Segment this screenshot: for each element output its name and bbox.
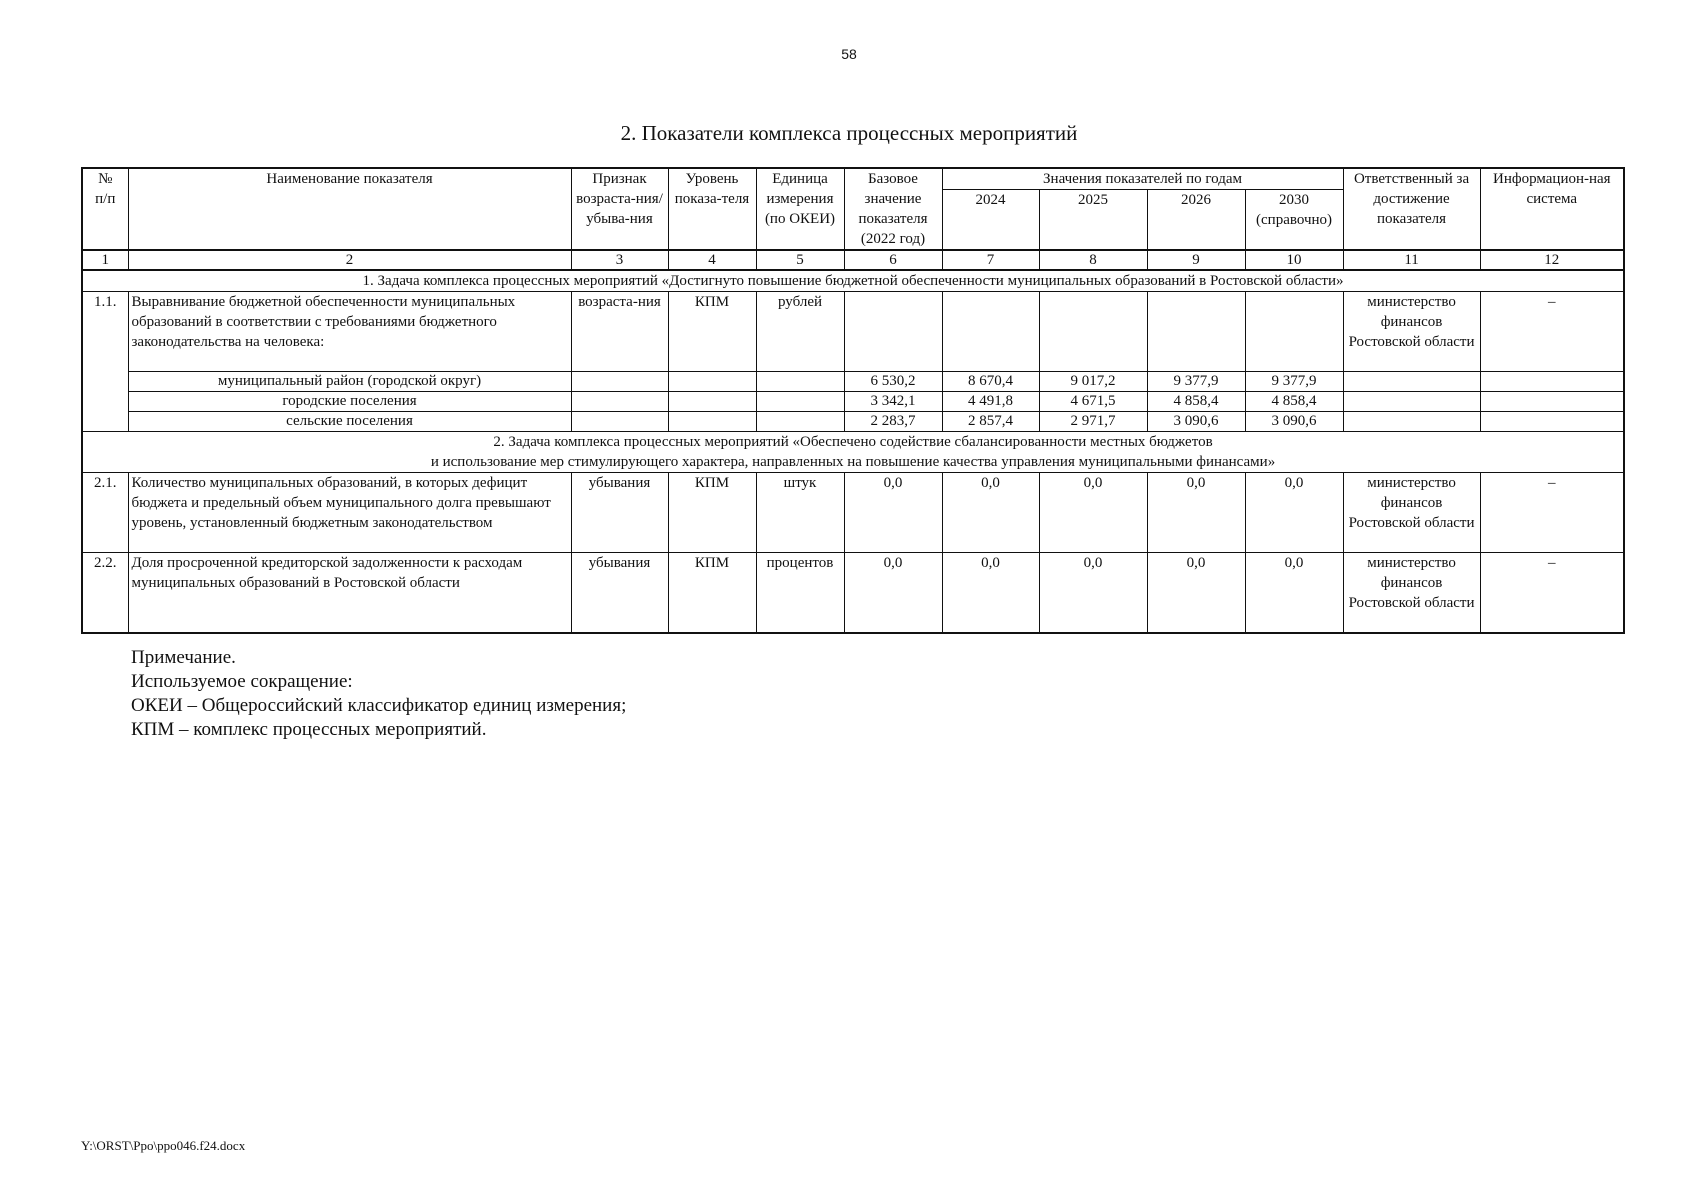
header-num: № п/п xyxy=(82,168,128,250)
value-2025: 0,0 xyxy=(1039,553,1147,634)
notes xyxy=(131,646,626,742)
empty-cell xyxy=(571,372,668,392)
task2-title-line: и использование мер стимулирующего характера, направленных на повышение качества управления муниципальными финансами» xyxy=(430,454,1276,470)
indicator-name: Выравнивание бюджетной обеспеченности муниципальных образований в соответствии с требованиями бюджетного законодательства на человека: xyxy=(128,292,571,372)
indicator-name: Количество муниципальных образований, в которых дефицит бюджета и предельный объем муниципального долга превышают уровень, установленный бюджетным законодательством xyxy=(128,473,571,553)
subrow-name: городские поселения xyxy=(128,392,571,412)
indicator-info-system: – xyxy=(1480,553,1624,634)
indicator-name: Доля просроченной кредиторской задолженности к расходам муниципальных образований в Ростовской области xyxy=(128,553,571,634)
empty-cell xyxy=(942,292,1039,372)
column-number: 10 xyxy=(1245,250,1343,270)
value-2024: 0,0 xyxy=(942,473,1039,553)
empty-cell xyxy=(668,392,756,412)
column-number: 2 xyxy=(128,250,571,270)
section-title: 2. Показатели комплекса процессных мероприятий xyxy=(620,121,1078,145)
value-2026: 4 858,4 xyxy=(1147,392,1245,412)
empty-cell xyxy=(1343,392,1480,412)
indicator-unit: штук xyxy=(756,473,844,553)
value-2024: 4 491,8 xyxy=(942,392,1039,412)
empty-cell xyxy=(1480,392,1624,412)
value-2026: 3 090,6 xyxy=(1147,412,1245,432)
column-number: 5 xyxy=(756,250,844,270)
value-2025: 9 017,2 xyxy=(1039,372,1147,392)
value-2026: 9 377,9 xyxy=(1147,372,1245,392)
base-value: 0,0 xyxy=(844,473,942,553)
column-number: 1 xyxy=(82,250,128,270)
indicator-responsible: министерство финансов Ростовской области xyxy=(1343,473,1480,553)
column-number: 12 xyxy=(1480,250,1624,270)
indicator-unit: процентов xyxy=(756,553,844,634)
header-row-1 xyxy=(82,168,1624,190)
task2-row-2 xyxy=(82,553,1624,634)
indicators-table xyxy=(81,167,1625,634)
indicator-level: КПМ xyxy=(668,473,756,553)
empty-cell xyxy=(1147,292,1245,372)
task2-title-line: 2. Задача комплекса процессных мероприятий «Обеспечено содействие сбалансированности местных бюджетов xyxy=(493,434,1213,450)
task1-main-row xyxy=(82,292,1624,372)
task1-title-row xyxy=(82,270,1624,292)
header-responsible: Ответственный за достижение показателя xyxy=(1343,168,1480,250)
value-2024: 0,0 xyxy=(942,553,1039,634)
indicator-level: КПМ xyxy=(668,553,756,634)
header-sign: Признак возраста-ния/убыва-ния xyxy=(571,168,668,250)
task2-row-1 xyxy=(82,473,1624,553)
indicator-responsible: министерство финансов Ростовской области xyxy=(1343,292,1480,372)
column-number: 4 xyxy=(668,250,756,270)
empty-cell xyxy=(1343,412,1480,432)
value-2030: 0,0 xyxy=(1245,473,1343,553)
value-2025: 2 971,7 xyxy=(1039,412,1147,432)
indicator-info-system: – xyxy=(1480,292,1624,372)
header-year-2024: 2024 xyxy=(942,190,1039,250)
indicator-level: КПМ xyxy=(668,292,756,372)
base-value: 6 530,2 xyxy=(844,372,942,392)
base-value: 3 342,1 xyxy=(844,392,942,412)
header-base: Базовое значение показателя (2022 год) xyxy=(844,168,942,250)
task1-title: 1. Задача комплекса процессных мероприятий «Достигнуто повышение бюджетной обеспеченности муниципальных образований в Ростовской области» xyxy=(82,270,1624,292)
note-kpm: КПМ – комплекс процессных мероприятий. xyxy=(131,719,487,740)
empty-cell xyxy=(1480,412,1624,432)
value-2030: 0,0 xyxy=(1245,553,1343,634)
indicator-responsible: министерство финансов Ростовской области xyxy=(1343,553,1480,634)
empty-cell xyxy=(756,372,844,392)
empty-cell xyxy=(668,412,756,432)
empty-cell xyxy=(1480,372,1624,392)
indicator-sign: возраста-ния xyxy=(571,292,668,372)
column-number: 6 xyxy=(844,250,942,270)
value-2030: 3 090,6 xyxy=(1245,412,1343,432)
header-level: Уровень показа-теля xyxy=(668,168,756,250)
row-number: 1.1. xyxy=(82,292,128,432)
indicator-sign: убывания xyxy=(571,553,668,634)
header-name: Наименование показателя xyxy=(128,168,571,250)
value-2025: 4 671,5 xyxy=(1039,392,1147,412)
empty-cell xyxy=(571,412,668,432)
header-year-2030: 2030 (справочно) xyxy=(1245,190,1343,250)
empty-cell xyxy=(571,392,668,412)
value-2024: 2 857,4 xyxy=(942,412,1039,432)
row-number: 2.2. xyxy=(82,553,128,634)
base-value: 2 283,7 xyxy=(844,412,942,432)
value-2026: 0,0 xyxy=(1147,553,1245,634)
note-abbreviations-heading: Используемое сокращение: xyxy=(131,671,353,692)
task2-title-row xyxy=(82,432,1624,473)
base-value: 0,0 xyxy=(844,553,942,634)
indicator-sign: убывания xyxy=(571,473,668,553)
empty-cell xyxy=(756,412,844,432)
file-path: Y:\ORST\Ppo\ppo046.f24.docx xyxy=(81,1138,246,1153)
task2-title xyxy=(82,432,1624,473)
column-number: 7 xyxy=(942,250,1039,270)
header-year-2025: 2025 xyxy=(1039,190,1147,250)
header-unit: Единица измерения (по ОКЕИ) xyxy=(756,168,844,250)
note-title: Примечание. xyxy=(131,647,236,668)
empty-cell xyxy=(756,392,844,412)
indicator-unit: рублей xyxy=(756,292,844,372)
empty-cell xyxy=(844,292,942,372)
column-number: 9 xyxy=(1147,250,1245,270)
empty-cell xyxy=(668,372,756,392)
value-2026: 0,0 xyxy=(1147,473,1245,553)
page-number: 58 xyxy=(841,46,857,62)
value-2030: 4 858,4 xyxy=(1245,392,1343,412)
column-number: 11 xyxy=(1343,250,1480,270)
column-number: 3 xyxy=(571,250,668,270)
header-info-system: Информацион-ная система xyxy=(1480,168,1624,250)
indicator-info-system: – xyxy=(1480,473,1624,553)
subrow-rural-settlements xyxy=(82,412,1624,432)
value-2025: 0,0 xyxy=(1039,473,1147,553)
note-okei: ОКЕИ – Общероссийский классификатор единиц измерения; xyxy=(131,695,627,716)
empty-cell xyxy=(1343,372,1480,392)
column-number: 8 xyxy=(1039,250,1147,270)
value-2024: 8 670,4 xyxy=(942,372,1039,392)
value-2030: 9 377,9 xyxy=(1245,372,1343,392)
header-year-2026: 2026 xyxy=(1147,190,1245,250)
column-numbers-row xyxy=(82,250,1624,270)
subrow-urban-settlements xyxy=(82,392,1624,412)
empty-cell xyxy=(1245,292,1343,372)
subrow-municipal-district xyxy=(82,372,1624,392)
subrow-name: муниципальный район (городской округ) xyxy=(128,372,571,392)
empty-cell xyxy=(1039,292,1147,372)
header-values-group: Значения показателей по годам xyxy=(942,168,1343,190)
subrow-name: сельские поселения xyxy=(128,412,571,432)
row-number: 2.1. xyxy=(82,473,128,553)
